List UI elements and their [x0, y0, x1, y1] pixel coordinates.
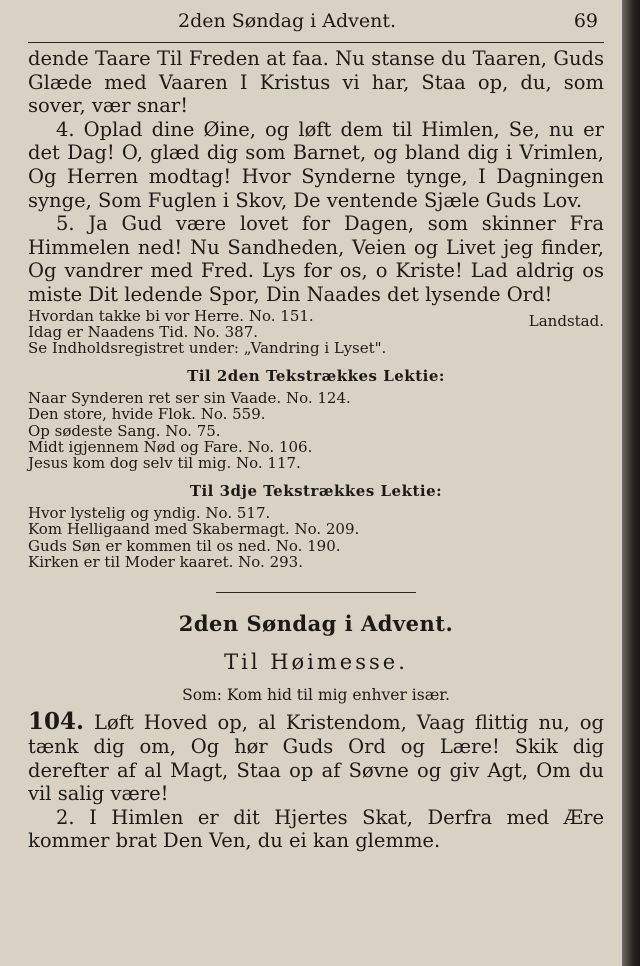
reference-item: Guds Søn er kommen til os ned. No. 190.	[28, 536, 341, 555]
service-heading: Til Høimesse.	[224, 650, 408, 675]
reference-item: Idag er Naadens Tid. No. 387.	[28, 322, 259, 341]
running-title: 2den Søndag i Advent.	[178, 10, 397, 32]
reference-item: Hvor lystelig og yndig. No. 517.	[28, 503, 271, 522]
lesson-2-heading: Til 2den Tekstrækkes Lektie:	[187, 366, 445, 385]
tune-line: Som: Kom hid til mig enhver især.	[182, 686, 450, 705]
lesson-2-list	[28, 390, 604, 472]
lesson-3-list	[28, 505, 604, 571]
header-rule	[28, 42, 604, 43]
section-title: 2den Søndag i Advent.	[178, 611, 454, 637]
page-header	[28, 10, 604, 40]
page-number: 69	[573, 10, 598, 32]
hymn-104-stanza-2: 2. I Himlen er dit Hjertes Skat, Derfra med Ære kommer brat Den Ven, du ei kan glemme.	[28, 805, 604, 853]
reference-item: Den store, hvide Flok. No. 559.	[28, 405, 266, 424]
hymn-continuation: dende Taare Til Freden at faa. Nu stanse du Taaren, Guds Glæde med Vaaren I Kristus vi har, Staa op, du, som sover, vær snar!	[28, 47, 604, 118]
reference-item: Kirken er til Moder kaaret. No. 293.	[28, 553, 303, 571]
hymn-stanza-4: 4. Oplad dine Øine, og løft dem til Himlen, Se, nu er det Dag! O, glæd dig som Barnet, og bland dig i Vrimlen, Og Herren modtag! Hvor Synderne tynge, I Dagningen synge, Som Fuglen i Skov, De ventende Sjæle Guds Lov.	[28, 117, 604, 212]
hymn-104-stanza-1-text: Løft Hoved op, al Kristendom, Vaag flittig nu, og tænk dig om, Og hør Guds Ord og Lære! Skik dig derefter af al Magt, Staa op af Søvne og giv Agt, Om du vil salig være!	[28, 711, 604, 806]
reference-item: Midt igjennem Nød og Fare. No. 106.	[28, 437, 313, 456]
reference-item: Hvordan takke bi vor Herre. No. 151.	[28, 306, 314, 325]
reference-item: Jesus kom dog selv til mig. No. 117.	[28, 454, 301, 473]
hymn-number: 104.	[28, 708, 85, 736]
hymn-104-stanza-1	[28, 710, 604, 805]
section-divider	[216, 592, 416, 593]
reference-item: Naar Synderen ret ser sin Vaade. No. 124.	[28, 388, 351, 407]
hymn-stanza-5-text: 5. Ja Gud være lovet for Dagen, som skinner Fra Himmelen ned! Nu Sandheden, Veien og Livet jeg finder, Og vandrer med Fred. Lys for os, o Kriste! Lad aldrig os miste Dit ledende Spor, Din Naades det lysende Ord!	[28, 212, 604, 306]
reference-item: Kom Helligaand med Skabermagt. No. 209.	[28, 520, 360, 539]
hymn-author: Landstad.	[528, 311, 604, 330]
page-edge-shadow	[622, 0, 640, 966]
lesson-3-heading: Til 3dje Tekstrækkes Lektie:	[189, 481, 443, 500]
reference-item: Se Indholdsregistret under: „Vandring i Lyset".	[28, 339, 387, 358]
reference-item: Op sødeste Sang. No. 75.	[28, 421, 221, 440]
